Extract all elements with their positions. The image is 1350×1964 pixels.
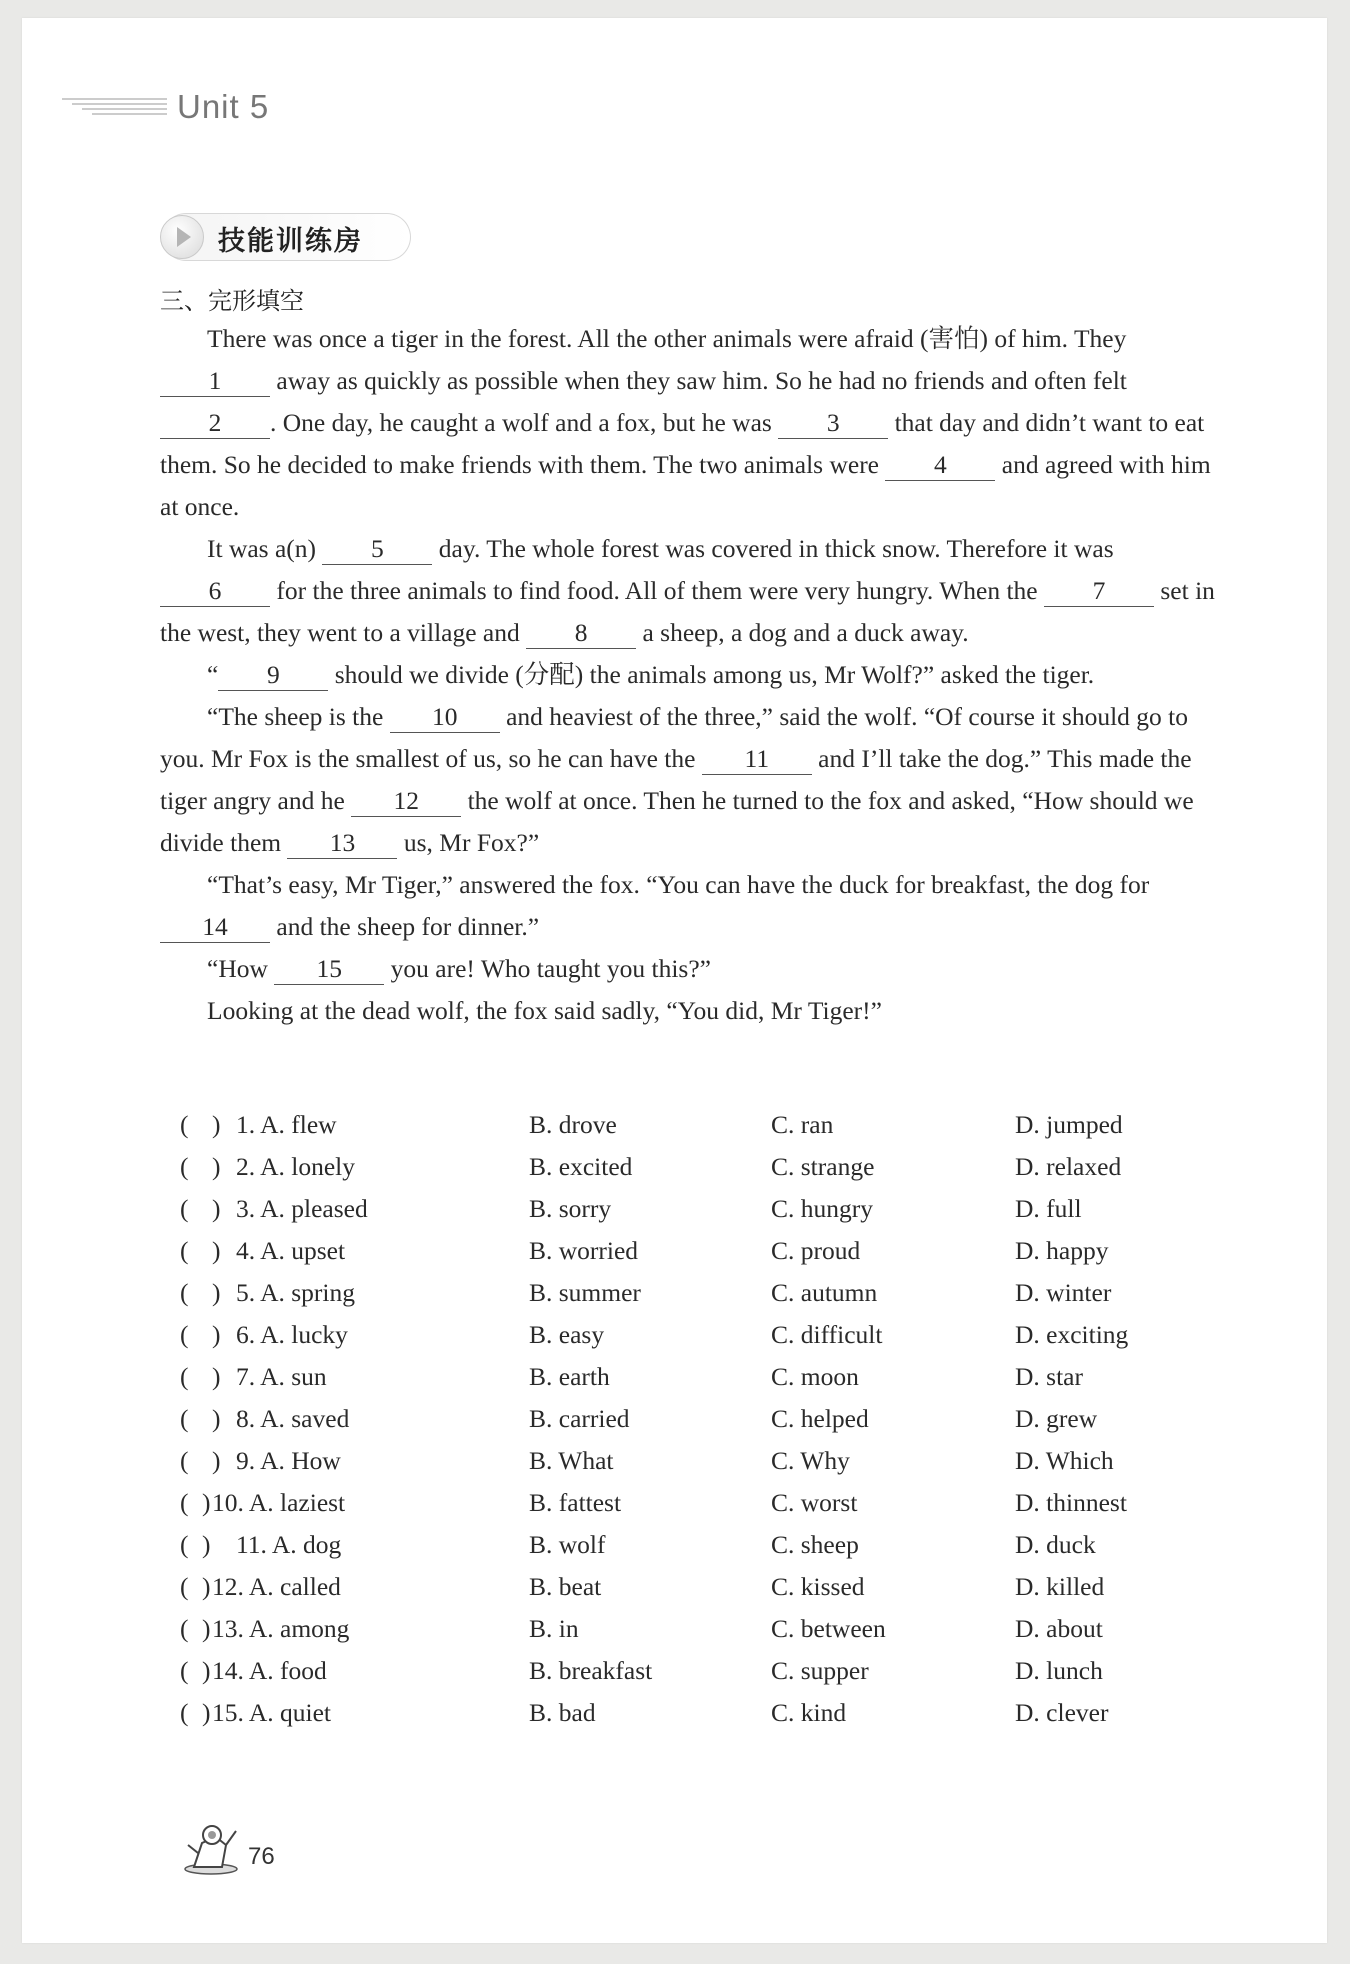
blank-4: 4 xyxy=(885,450,995,481)
option-d: D. star xyxy=(1015,1362,1083,1391)
passage-text: should we divide (分配) the animals among us, Mr Wolf?” asked the tiger. xyxy=(328,660,1095,689)
passage-text: and the sheep for dinner.” xyxy=(270,912,540,941)
passage-text: and I’ll take the dog.” This made the tiger angry and he xyxy=(160,744,1192,815)
blank-5: 5 xyxy=(322,534,432,565)
option-d: D. exciting xyxy=(1015,1320,1129,1349)
answer-paren-open: ( xyxy=(180,1614,189,1643)
option-c: C. supper xyxy=(771,1656,869,1685)
option-b: B. in xyxy=(529,1614,579,1643)
answer-paren-open: ( xyxy=(180,1530,189,1559)
option-c: C. moon xyxy=(771,1362,859,1391)
passage-text: It was a(n) xyxy=(207,534,323,563)
answer-paren-close: ) xyxy=(202,1488,211,1517)
answer-paren-open: ( xyxy=(180,1656,189,1685)
passage-text: “That’s easy, Mr Tiger,” answered the fox. “You can have the duck for breakfast, the dog for xyxy=(207,870,1150,899)
option-b: B. easy xyxy=(529,1320,605,1349)
option-a: 8. A. saved xyxy=(236,1404,350,1433)
answer-paren-open: ( xyxy=(180,1278,189,1307)
paragraph-1 xyxy=(160,318,1220,528)
option-c: C. helped xyxy=(771,1404,869,1433)
option-a: 3. A. pleased xyxy=(236,1194,368,1223)
blank-12: 12 xyxy=(351,786,461,817)
passage-text: There was once a tiger in the forest. All the other animals were afraid (害怕) of him. They xyxy=(207,324,1127,353)
option-a: 13. A. among xyxy=(212,1614,350,1643)
option-a: 12. A. called xyxy=(212,1572,341,1601)
banner-title: 技能训练房 xyxy=(218,226,363,257)
unit-title: Unit 5 xyxy=(177,88,270,125)
option-d: D. killed xyxy=(1015,1572,1105,1601)
answer-paren-open: ( xyxy=(180,1152,189,1181)
answer-paren-close: ) xyxy=(202,1614,211,1643)
option-row-12 xyxy=(160,1572,1240,1614)
passage-text: the wolf at once. Then he turned to the fox and asked, “How should we divide them xyxy=(160,786,1194,857)
paragraph-5 xyxy=(160,864,1220,948)
answer-paren-close: ) xyxy=(212,1278,221,1307)
passage-text: . One day, he caught a wolf and a fox, but he was xyxy=(270,408,779,437)
option-d: D. jumped xyxy=(1015,1110,1123,1139)
option-d: D. Which xyxy=(1015,1446,1114,1475)
option-b: B. fattest xyxy=(529,1488,622,1517)
option-row-5 xyxy=(160,1278,1240,1320)
option-row-1 xyxy=(160,1110,1240,1152)
answer-paren-close: ) xyxy=(202,1656,211,1685)
option-d: D. lunch xyxy=(1015,1656,1103,1685)
page-footer xyxy=(182,1823,275,1875)
option-c: C. between xyxy=(771,1614,886,1643)
answer-paren-close: ) xyxy=(212,1362,221,1391)
option-b: B. excited xyxy=(529,1152,633,1181)
answer-options xyxy=(160,1110,1240,1740)
blank-15: 15 xyxy=(274,954,384,985)
section-banner xyxy=(162,213,412,259)
option-d: D. thinnest xyxy=(1015,1488,1127,1517)
option-c: C. Why xyxy=(771,1446,850,1475)
blank-7: 7 xyxy=(1044,576,1154,607)
option-row-2 xyxy=(160,1152,1240,1194)
option-row-4 xyxy=(160,1236,1240,1278)
answer-paren-close: ) xyxy=(212,1320,221,1349)
blank-10: 10 xyxy=(390,702,500,733)
option-c: C. hungry xyxy=(771,1194,873,1223)
paragraph-6 xyxy=(160,948,1220,990)
passage-text: and heaviest of the three,” said the wolf. “Of course it should go to you. Mr Fox is the smallest of us, so he can have the xyxy=(160,702,1188,773)
option-b: B. earth xyxy=(529,1362,610,1391)
blank-11: 11 xyxy=(702,744,812,775)
option-c: C. kissed xyxy=(771,1572,865,1601)
option-c: C. ran xyxy=(771,1110,834,1139)
paragraph-7 xyxy=(160,990,1220,1032)
blank-1: 1 xyxy=(160,366,270,397)
option-b: B. carried xyxy=(529,1404,630,1433)
option-d: D. winter xyxy=(1015,1278,1112,1307)
speed-lines-icon xyxy=(62,95,167,119)
answer-paren-close: ) xyxy=(212,1446,221,1475)
answer-paren-open: ( xyxy=(180,1194,189,1223)
option-row-13 xyxy=(160,1614,1240,1656)
option-d: D. clever xyxy=(1015,1698,1109,1727)
cloze-passage xyxy=(160,318,1220,1032)
passage-text: “The sheep is the xyxy=(207,702,390,731)
option-b: B. breakfast xyxy=(529,1656,653,1685)
unit-header xyxy=(62,88,269,126)
option-row-3 xyxy=(160,1194,1240,1236)
answer-paren-open: ( xyxy=(180,1110,189,1139)
answer-paren-open: ( xyxy=(180,1236,189,1265)
answer-paren-close: ) xyxy=(202,1530,211,1559)
option-c: C. sheep xyxy=(771,1530,859,1559)
blank-2: 2 xyxy=(160,408,270,439)
option-row-10 xyxy=(160,1488,1240,1530)
option-b: B. beat xyxy=(529,1572,602,1601)
play-icon xyxy=(160,215,204,259)
option-b: B. bad xyxy=(529,1698,596,1727)
passage-text: us, Mr Fox?” xyxy=(397,828,540,857)
option-b: B. summer xyxy=(529,1278,641,1307)
workbook-page xyxy=(22,18,1327,1943)
passage-text: and agreed with him at once. xyxy=(160,450,1211,521)
option-a: 15. A. quiet xyxy=(212,1698,331,1727)
passage-text: “ xyxy=(207,660,219,689)
option-c: C. proud xyxy=(771,1236,861,1265)
passage-text: a sheep, a dog and a duck away. xyxy=(636,618,969,647)
option-b: B. sorry xyxy=(529,1194,612,1223)
passage-text: Looking at the dead wolf, the fox said sadly, “You did, Mr Tiger!” xyxy=(207,996,882,1025)
option-c: C. autumn xyxy=(771,1278,878,1307)
option-d: D. duck xyxy=(1015,1530,1096,1559)
option-a: 6. A. lucky xyxy=(236,1320,348,1349)
answer-paren-close: ) xyxy=(202,1698,211,1727)
option-a: 4. A. upset xyxy=(236,1236,346,1265)
option-b: B. What xyxy=(529,1446,614,1475)
answer-paren-open: ( xyxy=(180,1488,189,1517)
option-c: C. worst xyxy=(771,1488,858,1517)
option-b: B. worried xyxy=(529,1236,639,1265)
option-d: D. grew xyxy=(1015,1404,1098,1433)
option-d: D. full xyxy=(1015,1194,1082,1223)
option-b: B. drove xyxy=(529,1110,617,1139)
option-a: 10. A. laziest xyxy=(212,1488,346,1517)
option-row-8 xyxy=(160,1404,1240,1446)
option-a: 5. A. spring xyxy=(236,1278,356,1307)
page-number: 76 xyxy=(248,1843,275,1870)
answer-paren-close: ) xyxy=(202,1572,211,1601)
option-row-15 xyxy=(160,1698,1240,1740)
option-d: D. relaxed xyxy=(1015,1152,1122,1181)
option-c: C. strange xyxy=(771,1152,875,1181)
paragraph-2 xyxy=(160,528,1220,654)
option-row-9 xyxy=(160,1446,1240,1488)
passage-text: “How xyxy=(207,954,275,983)
answer-paren-open: ( xyxy=(180,1362,189,1391)
option-a: 7. A. sun xyxy=(236,1362,327,1391)
option-a: 1. A. flew xyxy=(236,1110,337,1139)
option-a: 9. A. How xyxy=(236,1446,341,1475)
section-title: 三、完形填空 xyxy=(160,287,304,315)
option-a: 14. A. food xyxy=(212,1656,327,1685)
blank-14: 14 xyxy=(160,912,270,943)
answer-paren-close: ) xyxy=(212,1404,221,1433)
option-c: C. kind xyxy=(771,1698,847,1727)
passage-text: set in the west, they went to a village and xyxy=(160,576,1215,647)
option-a: 2. A. lonely xyxy=(236,1152,355,1181)
blank-9: 9 xyxy=(218,660,328,691)
option-row-11 xyxy=(160,1530,1240,1572)
option-c: C. difficult xyxy=(771,1320,883,1349)
blank-3: 3 xyxy=(778,408,888,439)
option-row-7 xyxy=(160,1362,1240,1404)
answer-paren-close: ) xyxy=(212,1152,221,1181)
option-b: B. wolf xyxy=(529,1530,606,1559)
passage-text: away as quickly as possible when they saw him. So he had no friends and often felt xyxy=(270,366,1127,395)
astronaut-mascot-icon xyxy=(182,1823,240,1875)
option-d: D. happy xyxy=(1015,1236,1109,1265)
passage-text: day. The whole forest was covered in thick snow. Therefore it was xyxy=(432,534,1114,563)
answer-paren-close: ) xyxy=(212,1194,221,1223)
blank-13: 13 xyxy=(287,828,397,859)
option-a: 11. A. dog xyxy=(236,1530,342,1559)
option-row-6 xyxy=(160,1320,1240,1362)
answer-paren-open: ( xyxy=(180,1698,189,1727)
option-row-14 xyxy=(160,1656,1240,1698)
answer-paren-close: ) xyxy=(212,1236,221,1265)
answer-paren-open: ( xyxy=(180,1446,189,1475)
passage-text: that day and didn’t want to eat them. So he decided to make friends with them. The two animals were xyxy=(160,408,1205,479)
paragraph-3 xyxy=(160,654,1220,696)
blank-8: 8 xyxy=(526,618,636,649)
option-d: D. about xyxy=(1015,1614,1103,1643)
blank-6: 6 xyxy=(160,576,270,607)
passage-text: for the three animals to find food. All of them were very hungry. When the xyxy=(270,576,1044,605)
passage-text: you are! Who taught you this?” xyxy=(384,954,711,983)
answer-paren-open: ( xyxy=(180,1320,189,1349)
paragraph-4 xyxy=(160,696,1220,864)
answer-paren-open: ( xyxy=(180,1572,189,1601)
answer-paren-close: ) xyxy=(212,1110,221,1139)
answer-paren-open: ( xyxy=(180,1404,189,1433)
